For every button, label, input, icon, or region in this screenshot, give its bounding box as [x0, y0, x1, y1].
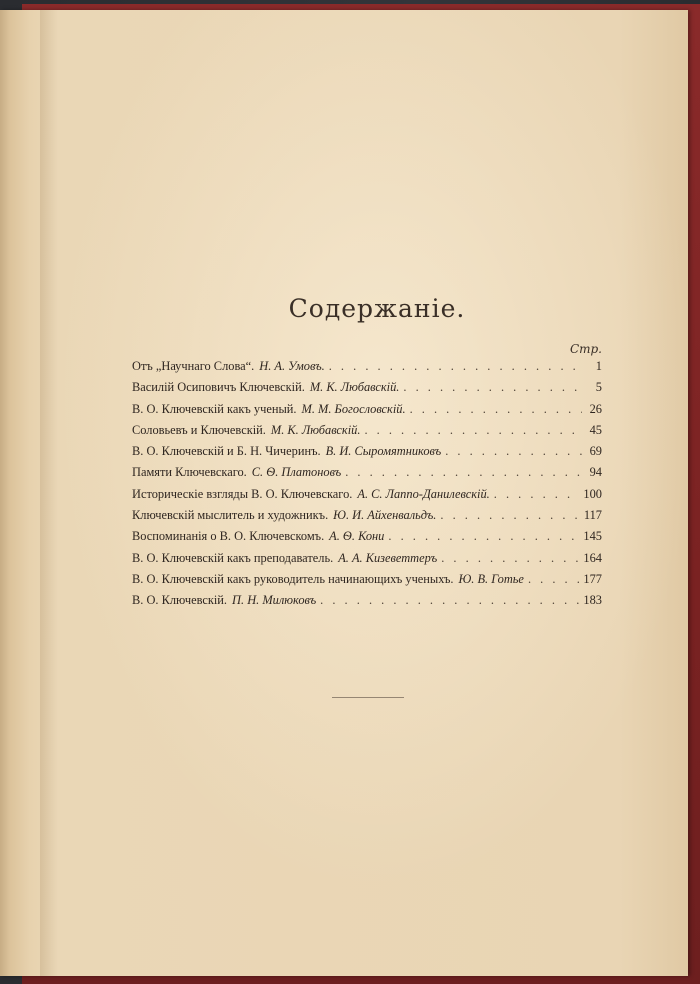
leader-dots: [403, 377, 582, 398]
toc-entry-page: 117: [583, 508, 602, 523]
leader-dots: [528, 569, 579, 590]
toc-entry-page: 5: [595, 380, 602, 395]
toc-entry: [132, 441, 602, 462]
page-column-label: Стр.: [569, 342, 602, 356]
contents-heading: Содержаніе.: [288, 294, 466, 323]
toc-entry: [132, 526, 602, 547]
book-page: [0, 10, 688, 976]
toc-entry-page: 26: [589, 401, 602, 416]
closing-rule: [332, 697, 404, 698]
toc-entry-author: М. К. Любавскій.: [309, 380, 400, 395]
toc-entry-page: 45: [589, 422, 602, 437]
leader-dots: [320, 590, 579, 611]
toc-entry-title: Отъ „Научнаго Слова“.: [132, 359, 255, 373]
toc-entry-author: В. И. Сыромятниковъ: [325, 444, 442, 459]
toc-entry: [132, 548, 602, 569]
toc-entry: [132, 462, 602, 483]
toc-entry-page: 100: [583, 486, 602, 501]
toc-entry-title: В. О. Ключевскій и Б. Н. Чичеринъ.: [132, 444, 321, 459]
toc-entry-title: В. О. Ключевскій какъ преподаватель.: [132, 550, 334, 565]
toc-entry-title: В. О. Ключевскій.: [132, 593, 228, 608]
toc-entry-author: А. А. Кизеветтеръ: [338, 550, 438, 565]
toc-entry-page: 69: [589, 444, 602, 459]
toc-entry-page: 145: [583, 529, 602, 544]
toc-entry: [132, 590, 602, 611]
toc-entry-author: М. К. Любавскій.: [270, 422, 361, 437]
toc-entry-title: В. О. Ключевскій какъ руководитель начинающихъ ученыхъ.: [132, 571, 454, 586]
toc-entry-title: Ключевскій мыслитель и художникъ.: [132, 508, 329, 523]
leader-dots: [388, 526, 579, 547]
leader-dots: [494, 484, 580, 505]
toc-entry-title: Соловьевъ и Ключевскій.: [132, 422, 266, 437]
leader-dots: [441, 548, 579, 569]
toc-entry-title: Василій Осиповичъ Ключевскій.: [132, 380, 305, 395]
toc-entry: [132, 420, 602, 441]
toc-entry-page: 177: [583, 571, 602, 586]
toc-entry: [132, 356, 602, 377]
leader-dots: [410, 399, 582, 420]
toc-entry-author: М. М. Богословскій.: [301, 401, 406, 416]
toc-entry-title: Памяти Ключевскаго.: [132, 465, 247, 480]
leader-dots: [345, 462, 582, 483]
toc-entry-page: 164: [583, 550, 602, 565]
toc-entry-page: 183: [583, 593, 602, 608]
toc-entry-author: С. Ѳ. Платоновъ: [251, 465, 342, 480]
leader-dots: [329, 356, 582, 377]
leader-dots: [364, 420, 582, 441]
toc-entry-page: 1: [595, 359, 602, 373]
toc-entry-title: Воспоминанія о В. О. Ключевскомъ.: [132, 529, 325, 544]
toc-entry-author: Ю. И. Айхенвальдъ.: [333, 508, 437, 523]
toc-entry-author: Н. А. Умовъ.: [259, 359, 325, 373]
toc-entry: [132, 505, 602, 526]
leader-dots: [445, 441, 582, 462]
toc-entry-title: Историческіе взгляды В. О. Ключевскаго.: [132, 486, 353, 501]
toc-entry: [132, 569, 602, 590]
toc-entry-title: В. О. Ключевскій какъ ученый.: [132, 401, 297, 416]
toc-entry: [132, 399, 602, 420]
toc-entry-author: П. Н. Милюковъ: [232, 593, 317, 608]
toc-entry: [132, 377, 602, 398]
table-of-contents: [132, 356, 602, 612]
toc-entry-page: 94: [589, 465, 602, 480]
toc-entry: [132, 484, 602, 505]
toc-entry-author: Ю. В. Готье: [458, 571, 524, 586]
toc-entry-author: А. С. Лаппо-Данилевскій.: [357, 486, 490, 501]
leader-dots: [440, 505, 579, 526]
toc-entry-author: А. Ѳ. Кони: [329, 529, 385, 544]
